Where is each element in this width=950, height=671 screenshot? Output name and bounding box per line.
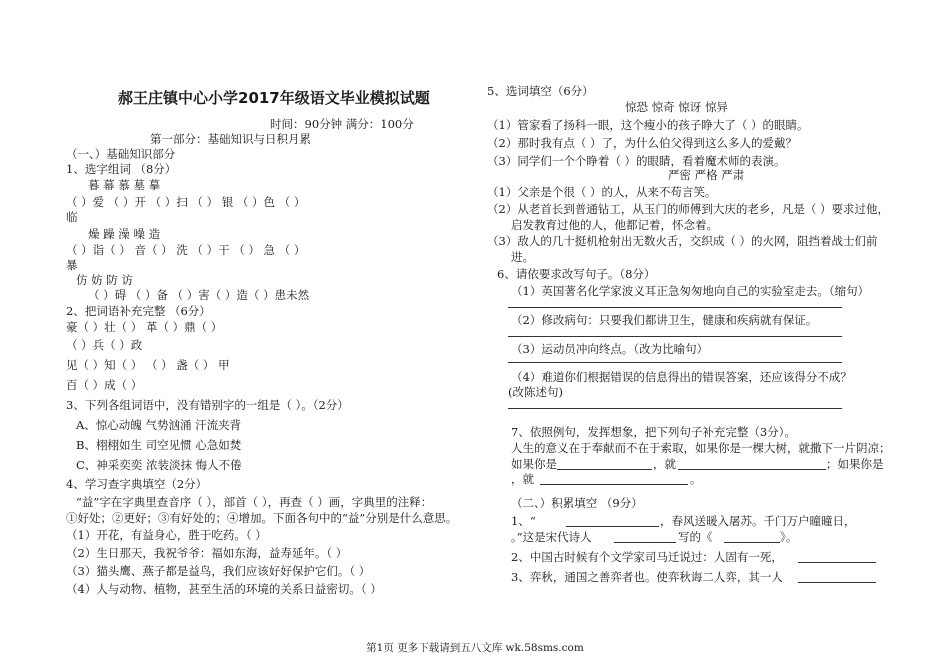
sec2-line-2c: 》。 [780, 530, 798, 544]
q5-heading: 5、选词填空（6分） [487, 84, 594, 98]
q1-row-2: （ ）诣（ ） 音（ ） 洗 （ ）干 （ ） 急 （ ） [66, 243, 306, 257]
q6-answer-line-1 [508, 307, 842, 308]
part-heading: 第一部分：基础知识与日积月累 [150, 132, 311, 146]
sec2-line-2a: 。”这是宋代诗人 [511, 530, 592, 544]
q6-heading: 6、请依要求改写句子。（8分） [497, 267, 656, 281]
q2-row-2: （ ）兵（ ）政 [66, 338, 143, 352]
q7-line-3: ，就 [511, 472, 534, 486]
q4-line-1: “益”字在字典里查音序（ ），部首（ ），再查（ ）画，字典里的注释： [76, 495, 433, 509]
q6-item-4: （4）难道你们根据错误的信息得出的错误答案，还应该得分不成？ [511, 370, 852, 384]
q1-row-1b: 临 [66, 210, 78, 224]
q3-heading: 3、下列各组词语中，没有错别字的一组是（ ）。（2分） [66, 398, 349, 412]
q4-sentence-4: （4）人与动物、植物，甚至生活的环境的关系日益密切。（ ） [66, 582, 382, 596]
sec2-blank-5 [798, 582, 876, 583]
q2-row-1: 豪（ ）壮（ ） 革（ ）鼎（ ） [66, 320, 223, 334]
q7-blank-3 [540, 484, 688, 485]
q1-row-1: （ ）爱 （ ）开 （ ）扫 （ ） 银 （ ）色 （ ） [66, 195, 306, 209]
q3-option-c: C、神采奕奕 浓装淡抹 悔人不倦 [76, 458, 242, 472]
sec2-line-1b: ，春风送暖入屠苏。千门万户曈曈日， [660, 514, 856, 528]
q4-line-2: ①好处；②更好；③有好处的；④增加。下面各句中的“益”分别是什么意思。 [66, 511, 458, 525]
q4-sentence-1: （1）开花，有益身心，胜于吃药。（ ） [66, 528, 267, 542]
q4-sentence-2: （2）生日那天，我祝爷爷：福如东海，益寿延年。（ ） [66, 546, 348, 560]
q5-word-bank-2: 严密 严格 严肃 [668, 168, 745, 182]
q5-sentence-2: （2）那时我有点（ ）了，为什么伯父得到这么多人的爱戴？ [487, 136, 797, 150]
sec2-heading: （二、）积累填空 （9分） [511, 496, 643, 510]
q5-sentence-6: （3）敌人的几十挺机枪射出无数火舌，交织成（ ）的火网，阻挡着战士们前 [487, 234, 878, 248]
q1-heading: 1、选字组词 （8分） [66, 162, 177, 176]
q6-answer-line-2 [508, 336, 842, 337]
q6-item-2: （2）修改病句：只要我们都讲卫生，健康和疾病就有保证。 [511, 313, 818, 327]
q5-word-bank-1: 惊恐 惊奇 惊讶 惊异 [625, 100, 728, 114]
q5-sentence-1: （1）管家看了扬科一眼，这个瘦小的孩子睁大了（ ）的眼睛。 [487, 118, 809, 132]
q5-sentence-5b: 启发教育过他的人，他都记着，怀念着。 [511, 218, 718, 232]
sec2-blank-3 [724, 542, 780, 543]
q5-sentence-3: （3）同学们一个个睁着（ ）的眼睛，看着魔术师的表演。 [487, 154, 786, 168]
q3-option-b: B、栩栩如生 司空见惯 心急如焚 [76, 438, 242, 452]
q7-line-2c: ；如果你是 [826, 457, 884, 471]
q4-heading: 4、学习查字典填空（2分） [66, 477, 208, 491]
q7-line-3-end: 。 [690, 472, 702, 486]
q1-chars-3: 仿 妨 防 访 [76, 273, 133, 287]
q7-blank-1 [557, 469, 652, 470]
q3-option-a: A、惊心动魄 气势汹涌 汗流夹背 [76, 418, 242, 432]
q7-example: 人生的意义在于奉献而不在于索取，如果你是一棵大树，就撒下一片阴凉； [511, 441, 891, 455]
q2-row-3: 见（ ）知（ ） （ ） 盏（ ） 甲 [66, 358, 230, 372]
q7-heading: 7、依照例句，发挥想象，把下列句子补充完整（3分）。 [511, 425, 796, 439]
q5-sentence-5: （2）从老首长到普通钻工，从玉门的师傅到大庆的老乡，凡是（ ）要求过他， [487, 202, 889, 216]
q1-chars-1: 暮 幕 慕 墓 摹 [88, 178, 161, 192]
q4-sentence-3: （3）猫头鹰、燕子都是益鸟，我们应该好好保护它们。（ ） [66, 564, 371, 578]
q2-heading: 2、把词语补充完整 （6分） [66, 304, 211, 318]
q6-answer-line-4 [508, 408, 842, 409]
q7-blank-2 [678, 469, 826, 470]
page-footer: 第1页 更多下载请到五八文库 wk.58sms.com [366, 642, 584, 654]
section-heading: （一、）基础知识部分 [66, 147, 176, 161]
exam-title: 郝王庄镇中心小学2017年级语文毕业模拟试题 [118, 89, 430, 107]
exam-meta: 时间：90分钟 满分：100分 [270, 117, 414, 131]
q1-row-3: （ ）碍 （ ）备 （ ）害（ ）造（ ）患未然 [88, 288, 310, 302]
sec2-blank-1 [566, 526, 659, 527]
sec2-line-1a: 1、“ [511, 514, 536, 528]
sec2-line-4: 3、弈秋，通国之善弈者也。使弈秋诲二人弈，其一人 [511, 570, 783, 584]
sec2-line-3: 2、中国古时候有个文学家司马迁说过：人固有一死， [511, 550, 783, 564]
q1-row-2b: 暴 [66, 258, 78, 272]
q6-item-1: （1）英国著名化学家波义耳正急匆匆地向自己的实验室走去。（缩句） [511, 284, 870, 298]
q6-answer-line-3 [508, 362, 842, 363]
sec2-line-2b: 写的《 [678, 530, 713, 544]
q7-line-2b: ，就 [653, 457, 676, 471]
q1-chars-2: 燥 躁 澡 噪 造 [88, 227, 161, 241]
q5-sentence-6b: 进。 [511, 250, 534, 264]
sec2-blank-2 [614, 542, 676, 543]
q6-item-4b: (改陈述句) [508, 385, 563, 399]
q7-line-2a: 如果你是 [511, 457, 557, 471]
q5-sentence-4: （1）父亲是个很（ ）的人，从来不苟言笑。 [487, 185, 717, 199]
sec2-blank-4 [798, 562, 876, 563]
q2-row-4: 百（ ）成（ ） [66, 378, 143, 392]
q6-item-3: （3）运动员冲向终点。（改为比喻句） [511, 342, 709, 356]
